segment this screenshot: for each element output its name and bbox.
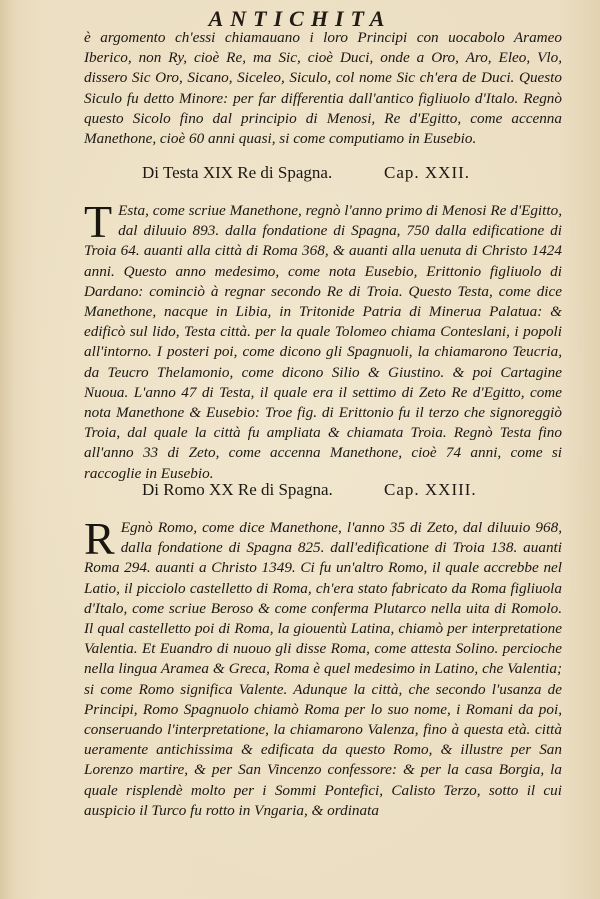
chapter-text-22: Esta, come scriue Manethone, regnò l'anno primo di Menosi Re d'Egitto, dal diluuio 893. dalla fondatione di Spagna, 750 dalla edificatione di Troia 64. auanti alla città di Roma 368, & auanti alla uenuta di Christo 1424 anni. Questo anno medesimo, come nota Eusebio, Erittonio figliuolo di Dardano: cominciò à regnar secondo Re di Troia. Questo Testa, come dice Manethone, nacque in Libia, in Tritonide Patria di Minerua Palatua: & edificò sul lido, Testa città. per la quale Tolomeo chiama Conteslani, i popoli all'intorno. I posteri poi, come dicono gli Spagnuoli, la chiamarono Teucria, da Teucro Thelamonio, come dicono Silio & Giustino. & poi Cartagine Nuoua. L'anno 47 di Testa, il quale era il settimo di Zeto Re d'Egitto, come nota Manethone & Eusebio: Troe fig. di Erittonio fu il terzo che signoreggiò Troia, dal quale la città fu ampliata & chiamata Troia. Regnò Testa fino all'anno 33 di Zeto, come accenna Manethone, cioè 74 anni, come si raccoglie in Eusebio. — [84, 202, 562, 482]
chapter-heading-22 — [84, 163, 562, 185]
chapter-title-22: Di Testa XIX Re di Spagna. — [142, 163, 333, 182]
chapter-body-22 — [84, 196, 562, 484]
chapter-body-23 — [84, 513, 562, 821]
drop-cap-22: T — [84, 196, 113, 247]
chapter-text-23: Egnò Romo, come dice Manethone, l'anno 35 di Zeto, dal diluuio 968, dalla fondatione di Spagna 825. dall'edificatione di Troia 138. auanti Roma 294. auanti a Christo 1349. Ci fu un'altro Romo, il quale accrebbe nel Latio, il picciolo castelletto di Roma, ch'era stato fabricato da Roma figliuola d'Italo, come scriue Beroso & come conferma Plutarco nella uita di Romolo. Il qual castelletto poi di Roma, la giouentù Latina, chiamò per interpretatione Valentia. Et Euandro di nuouo gli disse Roma, come attesta Solino. percioche nella lingua Aramea & Greca, Roma è quel medesimo in Latino, che Valentia; si come Romo significa Valente. Adunque la città, che secondo l'usanza de Principi, Romo Spagnuolo chiamò Roma per lo suo nome, i Romani da poi, conseruando l'interpretatione, la chiamarono Valenza, fino à questa età. città ueramente antichissima & edificata da questo Romo, & illustre per San Lorenzo martire, & per San Vincenzo confessore: & per la casa Borgia, la quale risplendè molto per i Sommi Pontefici, Calisto Terzo, sotto il cui auspicio il Turco fu rotto in Vngaria, & ordinata — [84, 519, 562, 819]
running-head: ANTICHITA — [208, 6, 392, 31]
chapter-number-23: Cap. XXIII. — [384, 480, 477, 499]
chapter-title-23: Di Romo XX Re di Spagna. — [142, 480, 333, 499]
chapter-heading-23 — [84, 480, 562, 502]
continued-paragraph — [84, 28, 562, 149]
continued-paragraph-text: è argomento ch'essi chiamauano i loro Principi con uocabolo Arameo Iberico, non Ry, cioè Re, ma Sic, cioè Duci, onde a Oro, Aro, Eleo, Vlo, dissero Sic Oro, Sicano, Siceleo, Siculo, col nome Sic ch'era de Duci. Questo Siculo fu detto Minore: per far differentia dall'antico figliuolo d'Italo. Regnò questo Sicolo fino dal principio di Menosi, Re d'Egitto, come accenna Manethone, cioè 60 anni quasi, si come computiamo in Eusebio. — [84, 29, 562, 148]
drop-cap-23: R — [84, 513, 115, 564]
chapter-number-22: Cap. XXII. — [384, 163, 471, 182]
